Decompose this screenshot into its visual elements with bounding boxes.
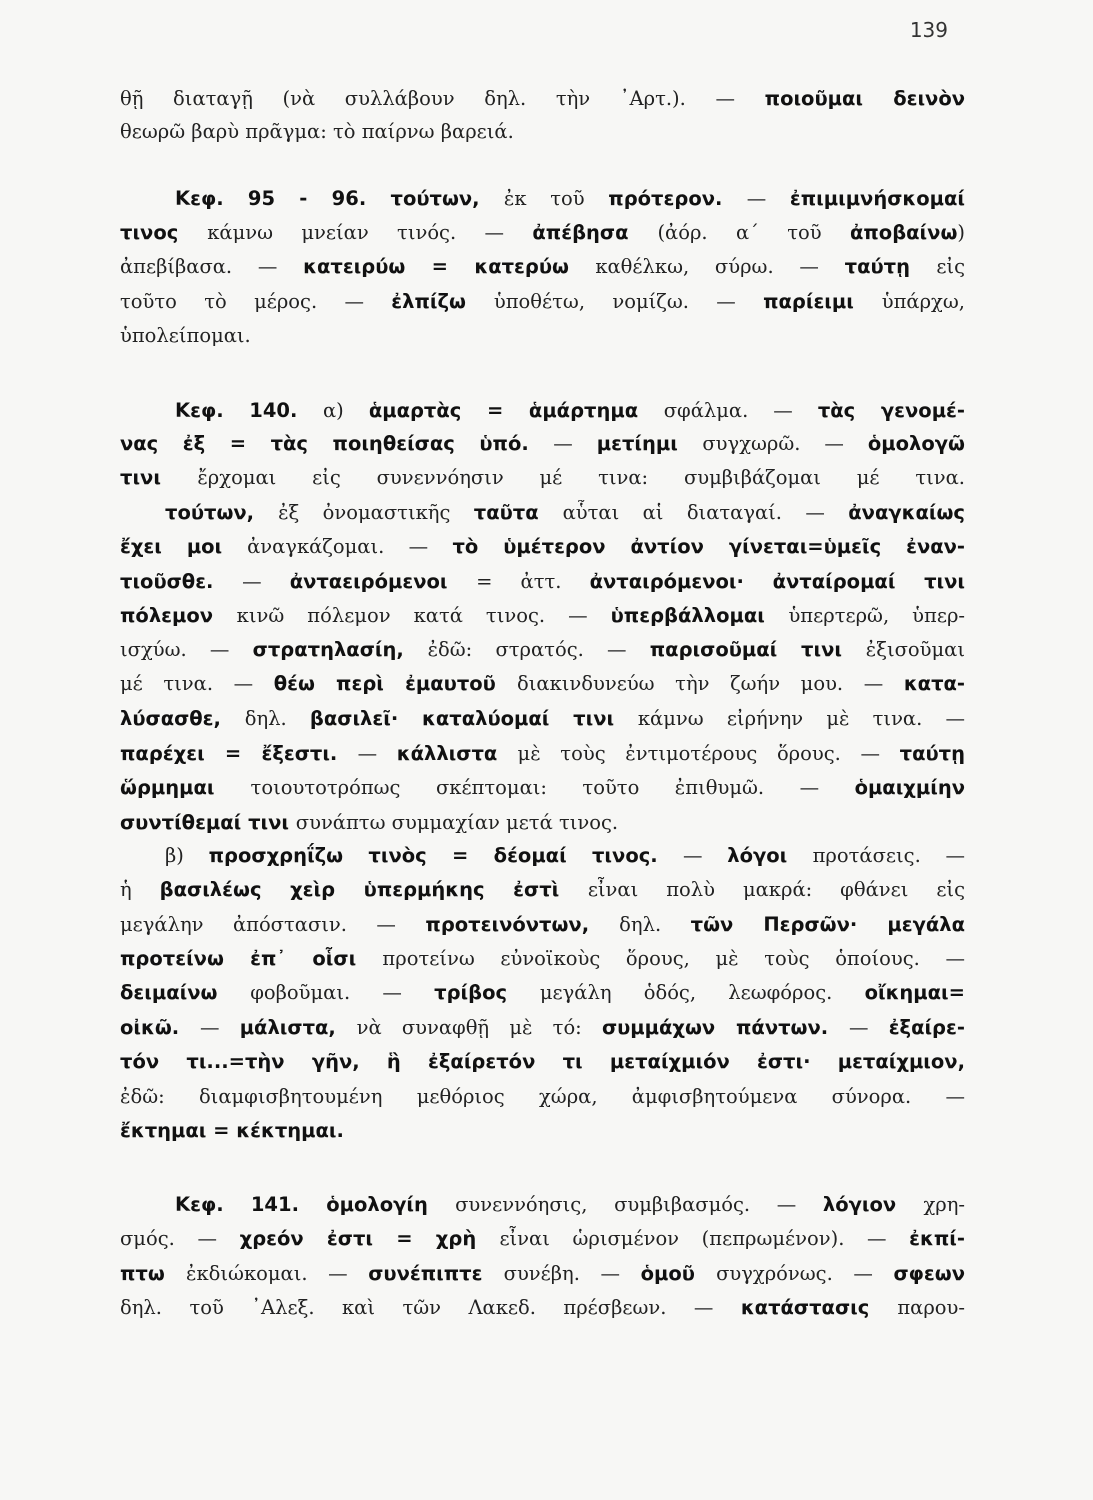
gloss-text: τοῦτο τὸ μέρος. — (120, 290, 392, 313)
bold-lemma: ἀπέβησα (532, 221, 658, 244)
bold-lemma: τινος (120, 221, 208, 244)
text-line (120, 254, 965, 280)
text-line (120, 741, 965, 767)
gloss-text: διακινδυνεύω τὴν ζωήν μου. — (517, 672, 904, 695)
text-line (165, 500, 965, 526)
text-line (120, 465, 965, 491)
bold-lemma: προτεινόντων, (425, 913, 620, 936)
gloss-text: δηλ. (619, 913, 691, 936)
gloss-text: ἀπεβίβασα. — (120, 255, 304, 278)
bold-lemma: βασιλέως χεὶρ ὑπερμήκης ἐστὶ (159, 878, 588, 901)
text-line (120, 603, 965, 629)
gloss-text: β) (165, 844, 209, 867)
bold-lemma: λόγιον (822, 1193, 924, 1216)
bold-lemma: συντίθεμαί τινι (120, 811, 296, 834)
bold-lemma: ὁμολογῶ (867, 432, 965, 455)
bold-lemma: ἐλπίζω (391, 290, 494, 313)
gloss-text: — (848, 1016, 889, 1039)
bold-lemma: ταύτῃ (899, 742, 965, 765)
text-line (120, 775, 965, 801)
gloss-text: τοιουτοτρόπως σκέπτομαι: τοῦτο ἐπιθυμῶ. — (250, 776, 855, 799)
gloss-text: ὑπερτερῶ, ὑπερ- (788, 604, 965, 627)
gloss-text: κάμνω μνείαν τινός. — (207, 221, 533, 244)
gloss-text: ἐξ ὀνομαστικῆς (278, 501, 474, 524)
bold-lemma: οἴκημαι= (864, 981, 965, 1004)
text-line (120, 1226, 965, 1252)
gloss-text: — (553, 432, 597, 455)
bold-lemma: παρέχει = ἔξεστι. (120, 742, 358, 765)
gloss-text: ὑποθέτω, νομίζω. — (493, 290, 764, 313)
gloss-text: — (242, 570, 290, 593)
gloss-text: προτάσεις. — (812, 844, 965, 867)
gloss-text: αὗται αἱ διαταγαί. — (562, 501, 849, 524)
gloss-text: μέ τινα. — (120, 672, 274, 695)
bold-lemma: παρίειμι (763, 290, 882, 313)
gloss-text: μεγάλην ἀπόστασιν. — (120, 913, 426, 936)
bold-lemma: ἐκπί- (909, 1227, 965, 1250)
bold-lemma: ποιοῦμαι δεινὸν (764, 87, 965, 110)
bold-lemma: οἰκῶ. (120, 1016, 200, 1039)
gloss-text: δηλ. τοῦ ᾿Αλεξ. καὶ τῶν Λακεδ. πρέσβεων. — (120, 1296, 741, 1319)
text-line (120, 1049, 965, 1075)
gloss-text: — (683, 844, 728, 867)
text-line (120, 1295, 965, 1321)
bold-lemma: ταῦτα (473, 501, 563, 524)
gloss-text: συνάπτω συμμαχίαν μετά τινος. (295, 811, 619, 834)
bold-lemma: Κεφ. 95 - 96. τούτων, (175, 187, 504, 210)
bold-lemma: ἔχει μοι (120, 535, 248, 558)
gloss-text: ἀναγκάζομαι. — (247, 535, 453, 558)
gloss-text: ἐδῶ: στρατός. — (427, 638, 650, 661)
gloss-text: μὲ τοὺς ἐντιμοτέρους ὅρους. — (517, 742, 900, 765)
bold-lemma: ταύτῃ (844, 255, 937, 278)
text-line (120, 1084, 965, 1110)
text-line (120, 671, 965, 697)
gloss-text: συγχωρῶ. — (702, 432, 868, 455)
bold-lemma: ἀνταιρόμενοι· ἀνταίρομαί τινι (589, 570, 965, 593)
gloss-text: κάμνω εἰρήνην μὲ τινα. — (637, 707, 965, 730)
gloss-text: ἐκδιώκομαι. — (186, 1262, 369, 1285)
bold-lemma: κατάστασις (740, 1296, 898, 1319)
text-line (120, 912, 965, 938)
bold-lemma: νας ἐξ = τὰς ποιηθείσας ὑπό. (120, 432, 554, 455)
gloss-text: εἶναι ὡρισμένον (πεπρωμένον). — (499, 1227, 910, 1250)
bold-lemma: συμμάχων πάντων. (601, 1016, 849, 1039)
gloss-text: παρου- (897, 1296, 965, 1319)
gloss-text: α) (323, 399, 369, 422)
gloss-text: — (200, 1016, 240, 1039)
gloss-text: ισχύω. — (120, 638, 253, 661)
bold-lemma: στρατηλασίη, (252, 638, 428, 661)
gloss-text: θεωρῶ βαρὺ πρᾶγμα: τὸ παίρνω βαρειά. (120, 120, 514, 143)
bold-lemma: προτείνω ἐπ᾿ οἷσι (120, 947, 383, 970)
text-line (120, 119, 965, 145)
text-line (175, 398, 965, 424)
gloss-text: ὑπολείπομαι. (120, 324, 251, 347)
text-line (120, 1261, 965, 1287)
bold-lemma: ὁμαιχμίην (854, 776, 965, 799)
text-line (120, 706, 965, 732)
bold-lemma: πρότερον. (608, 187, 747, 210)
text-line (120, 810, 965, 836)
bold-lemma: μετίημι (596, 432, 703, 455)
text-line (120, 1015, 965, 1041)
text-line (120, 946, 965, 972)
gloss-text: συνεννόησις, συμβιβασμός. — (455, 1193, 823, 1216)
bold-lemma: τόν τι...=τὴν γῆν, ἣ ἐξαίρετόν τι μεταίχμιόν ἐστι· μεταίχμιον, (120, 1050, 965, 1073)
gloss-text: ἐδῶ: διαμφισβητουμένη μεθόριος χώρα, ἀμφισβητούμενα σύνορα. — (120, 1085, 965, 1108)
gloss-text: εἰς (936, 255, 965, 278)
text-line (120, 323, 965, 349)
gloss-text: φοβοῦμαι. — (250, 981, 435, 1004)
gloss-text: ἔρχομαι εἰς συνεννόησιν μέ τινα: συμβιβάζομαι μέ τινα. (197, 466, 965, 489)
gloss-text: ὑπάρχω, (881, 290, 965, 313)
gloss-text: ) (957, 221, 965, 244)
bold-lemma: ἀνταειρόμενοι (289, 570, 477, 593)
gloss-text: προτείνω εὐνοϊκοὺς ὅρους, μὲ τοὺς ὁποίους. — (382, 947, 965, 970)
gloss-text: κινῶ πόλεμον κατά τινος. — (236, 604, 611, 627)
page-number: 139 (909, 18, 948, 42)
bold-lemma: τρίβος (434, 981, 540, 1004)
bold-lemma: τιοῦσθε. (120, 570, 243, 593)
bold-lemma: τῶν Περσῶν· μεγάλα (690, 913, 965, 936)
gloss-text: = ἀττ. (476, 570, 590, 593)
gloss-text: θῇ διαταγῇ (νὰ συλλάβουν δηλ. τὴν ᾿Αρτ.). — (120, 87, 765, 110)
text-line (120, 86, 965, 112)
gloss-text: σμός. — (120, 1227, 240, 1250)
gloss-text: συνέβη. — (503, 1262, 641, 1285)
bold-lemma: κατειρύω = κατερύω (303, 255, 596, 278)
bold-lemma: θέω περὶ ἐμαυτοῦ (273, 672, 518, 695)
gloss-text: σφάλμα. — (663, 399, 818, 422)
gloss-text: χρη- (923, 1193, 965, 1216)
bold-lemma: δειμαίνω (120, 981, 251, 1004)
text-line (120, 877, 965, 903)
bold-lemma: τούτων, (165, 501, 279, 524)
text-line (175, 186, 965, 212)
gloss-text: μεγάλη ὁδός, λεωφόρος. (539, 981, 865, 1004)
bold-lemma: ἀναγκαίως (848, 501, 965, 524)
text-line (120, 637, 965, 663)
bold-lemma: ἔκτημαι = κέκτημαι. (120, 1119, 344, 1142)
text-line (165, 843, 965, 869)
gloss-text: ἐξισοῦμαι (865, 638, 965, 661)
gloss-text: (ἀόρ. α΄ τοῦ (657, 221, 850, 244)
bold-lemma: κάλλιστα (396, 742, 518, 765)
text-line (175, 1192, 965, 1218)
text-line (120, 431, 965, 457)
gloss-text: δηλ. (244, 707, 310, 730)
bold-lemma: ὥρμημαι (120, 776, 251, 799)
bold-lemma: χρεόν ἐστι = χρὴ (239, 1227, 500, 1250)
gloss-text: — (357, 742, 397, 765)
bold-lemma: σφεων (893, 1262, 965, 1285)
text-line (120, 289, 965, 315)
bold-lemma: πτω (120, 1262, 186, 1285)
bold-lemma: συνέπιπτε (368, 1262, 504, 1285)
bold-lemma: βασιλεῖ· καταλύομαί τινι (309, 707, 638, 730)
gloss-text: εἶναι πολὺ μακρά: φθάνει εἰς (587, 878, 965, 901)
text-line (120, 534, 965, 560)
bold-lemma: ἀποβαίνω (849, 221, 958, 244)
bold-lemma: τὸ ὑμέτερον ἀντίον γίνεται=ὑμεῖς ἐναν- (452, 535, 965, 558)
bold-lemma: ἁμαρτὰς = ἁμάρτημα (368, 399, 664, 422)
text-line (120, 980, 965, 1006)
text-line (120, 1118, 965, 1144)
bold-lemma: Κεφ. 140. (175, 399, 323, 422)
bold-lemma: λόγοι (727, 844, 813, 867)
text-line (120, 220, 965, 246)
text-line (120, 569, 965, 595)
gloss-text: ἡ (120, 878, 160, 901)
bold-lemma: Κεφ. 141. ὁμολογίη (175, 1193, 456, 1216)
bold-lemma: κατα- (903, 672, 965, 695)
gloss-text: καθέλκω, σύρω. — (595, 255, 845, 278)
bold-lemma: μάλιστα, (239, 1016, 357, 1039)
bold-lemma: λύσασθε, (120, 707, 245, 730)
gloss-text: συγχρόνως. — (716, 1262, 894, 1285)
gloss-text: νὰ συναφθῇ μὲ τό: (356, 1016, 602, 1039)
bold-lemma: παρισοῦμαί τινι (649, 638, 866, 661)
bold-lemma: ὑπερβάλλομαι (610, 604, 789, 627)
bold-lemma: πόλεμον (120, 604, 237, 627)
bold-lemma: ἐπιμιμνήσκομαί (789, 187, 965, 210)
gloss-text: — (746, 187, 790, 210)
bold-lemma: προσχρηΐζω τινὸς = δέομαί τινος. (208, 844, 684, 867)
bold-lemma: τινι (120, 466, 198, 489)
bold-lemma: τὰς γενομέ- (817, 399, 965, 422)
bold-lemma: ὁμοῦ (640, 1262, 717, 1285)
gloss-text: ἐκ τοῦ (503, 187, 609, 210)
bold-lemma: ἐξαίρε- (888, 1016, 965, 1039)
